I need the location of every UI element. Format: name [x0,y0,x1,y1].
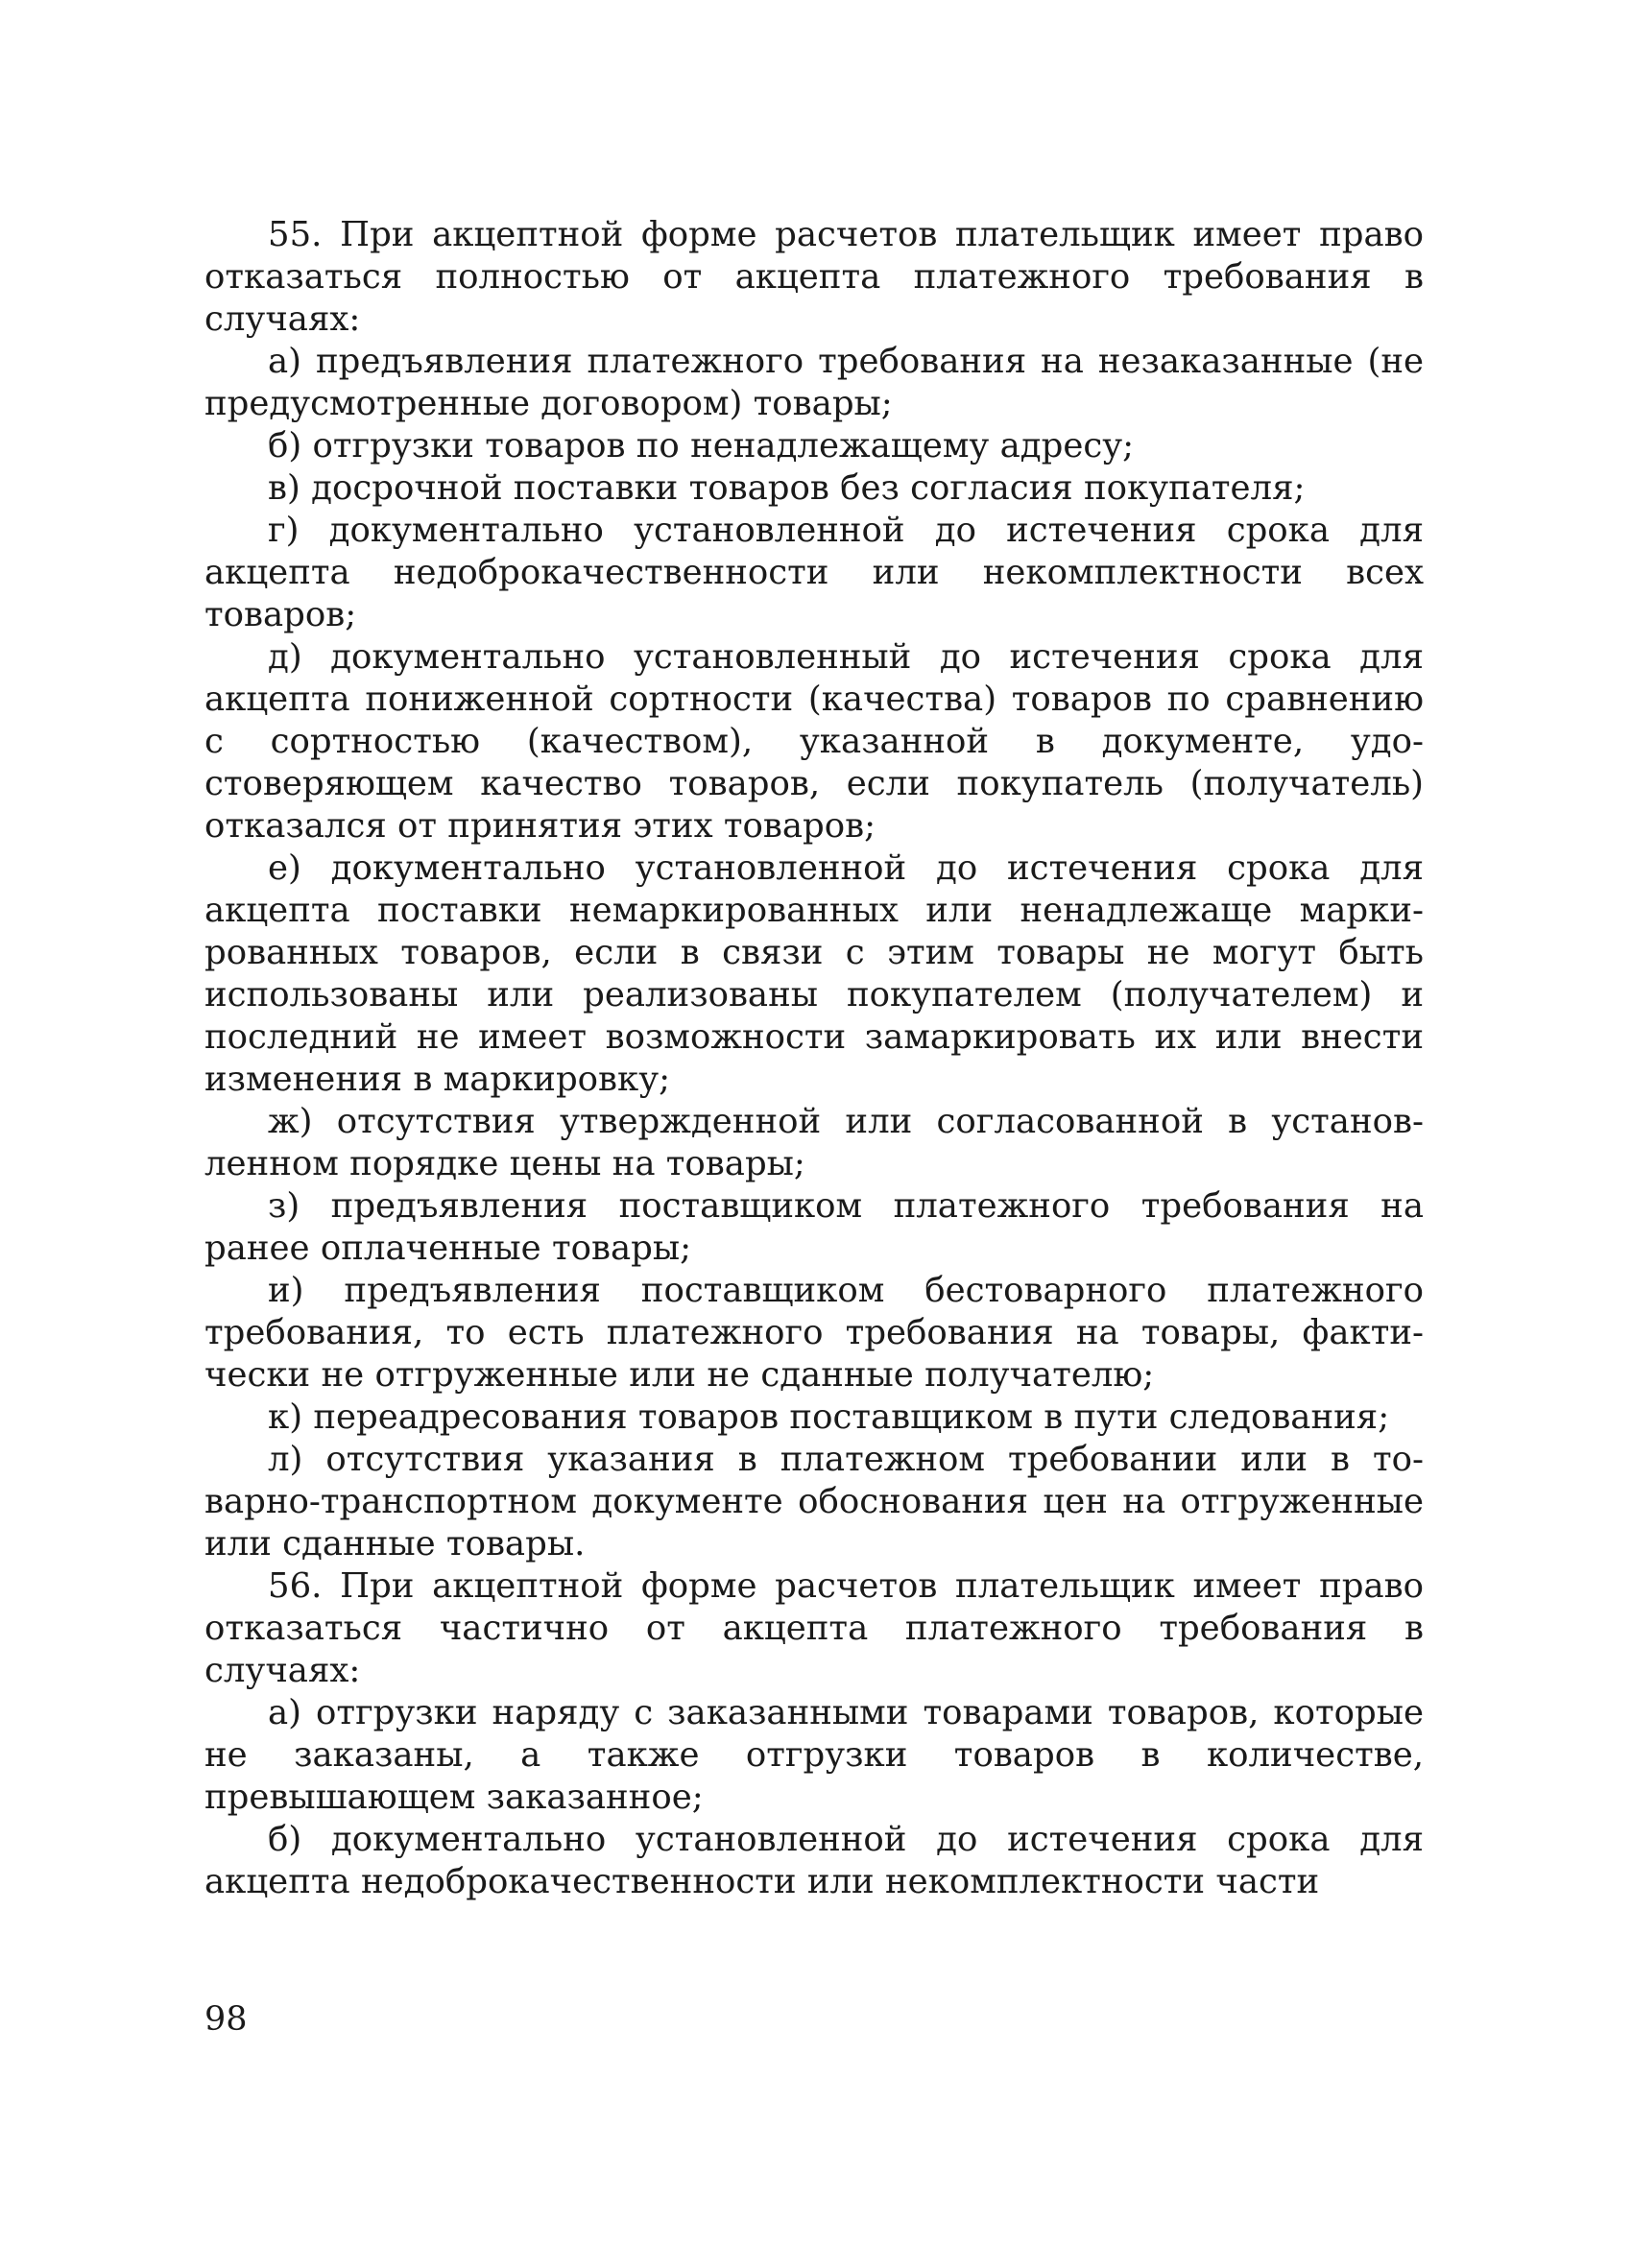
item-55-zh: ж) отсутствия утвержденной или согласованной в установленном порядке цены на товары; [204,1102,1424,1183]
body-text [204,214,1424,1903]
item-55-g: г) документально установленной до истечения срока для акцепта недоброкачественности или некомплектности всех товаров; [204,511,1424,634]
paragraph-55: 55. При акцептной форме расчетов плательщик имеет право отказаться полностью от акцепта платежного требования в случаях: [204,215,1424,339]
item-55-d: д) документально установленный до истечения срока для акцепта пониженной сортности (качества) товаров по сравнению с сортностью (качеством), указанной в документе, удостоверяющем качество товаров, если покупатель (получатель) отказался от принятия этих товаров; [204,637,1424,846]
item-55-b: б) отгрузки товаров по ненадлежащему адресу; [268,426,1135,466]
item-55-i: и) предъявления поставщиком бестоварного платежного требования, то есть платежного требования на товары, фактически не отгруженные или не сданные получателю; [204,1271,1424,1395]
paragraph-56: 56. При акцептной форме расчетов плательщик имеет право отказаться частично от акцепта платежного требования в случаях: [204,1566,1424,1690]
item-55-l: л) отсутствия указания в платежном требовании или в товарно-транспортном документе обоснования цен на отгруженные или сданные товары. [204,1440,1424,1564]
item-56-b: б) документально установленной до истечения срока для акцепта недоброкачественности или некомплектности части [204,1820,1424,1901]
item-55-e: е) документально установленной до истечения срока для акцепта поставки немаркированных или ненадлежаще маркированных товаров, если в связи с этим товары не могут быть использованы или реализованы покупателем (получателем) и последний не имеет возможности замаркировать их или внести изменения в маркировку; [204,848,1424,1099]
item-55-v: в) досрочной поставки товаров без согласия покупателя; [268,468,1306,508]
item-55-k: к) переадресования товаров поставщиком в пути следования; [268,1397,1390,1437]
item-55-a: а) предъявления платежного требования на незаказанные (не предусмотренные договором) товары; [204,342,1424,423]
item-56-a: а) отгрузки наряду с заказанными товарами товаров, которые не заказаны, а также отгрузки товаров в количестве, превышающем заказанное; [204,1693,1424,1817]
page-number: 98 [204,2000,248,2039]
item-55-z: з) предъявления поставщиком платежного требования на ранее оплаченные товары; [204,1186,1424,1268]
